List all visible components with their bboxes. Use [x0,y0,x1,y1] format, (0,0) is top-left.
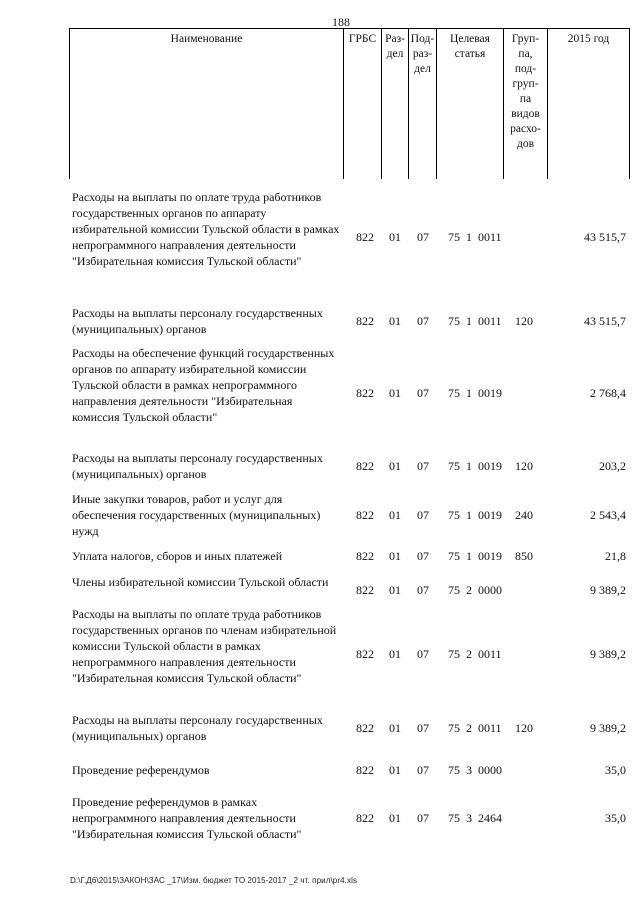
header-razdel: Раз- дел [382,29,409,179]
row-vr: 240 [515,508,533,522]
row-sum: 2 768,4 [590,386,626,400]
row-grbs: 822 [356,508,374,522]
row-tselevaya: 75 1 0011 [448,314,502,328]
row-razdel: 01 [389,230,401,244]
row-sum: 2 543,4 [590,508,626,522]
row-podrazdel: 07 [417,549,429,563]
row-podrazdel: 07 [417,647,429,661]
row-grbs: 822 [356,811,374,825]
row-grbs: 822 [356,314,374,328]
row-razdel: 01 [389,721,401,735]
row-sum: 35,0 [605,763,626,777]
row-podrazdel: 07 [417,230,429,244]
row-grbs: 822 [356,647,374,661]
row-sum: 9 389,2 [590,721,626,735]
row-grbs: 822 [356,459,374,473]
row-tselevaya: 75 2 0000 [448,583,502,597]
header-name: Наименование [70,29,344,179]
row-podrazdel: 07 [417,459,429,473]
row-vr: 850 [515,549,533,563]
row-grbs: 822 [356,386,374,400]
header-grbs: ГРБС [344,29,382,179]
row-tselevaya: 75 1 0011 [448,230,502,244]
row-name: Расходы на обеспечение функций государственных органов по аппарату избирательной комиссии Тульской области в рамках непрограммного направления деятельности "Избирательная комиссия Тульской области" [72,346,335,424]
row-podrazdel: 07 [417,763,429,777]
row-grbs: 822 [356,583,374,597]
row-grbs: 822 [356,721,374,735]
row-razdel: 01 [389,314,401,328]
row-podrazdel: 07 [417,386,429,400]
row-razdel: 01 [389,811,401,825]
row-name: Проведение референдумов [72,763,210,777]
row-grbs: 822 [356,763,374,777]
header-tselevaya-statya: Целевая статья [437,29,504,179]
row-podrazdel: 07 [417,583,429,597]
row-podrazdel: 07 [417,811,429,825]
row-sum: 9 389,2 [590,647,626,661]
row-tselevaya: 75 1 0019 [448,386,502,400]
row-razdel: 01 [389,386,401,400]
file-path-footer: D:\Г.Д6\2015\ЗАКОН\ЗАС _17\Изм. бюджет ТО 2015-2017 _2 чт. прил\pr4.xls [70,876,358,885]
row-name: Расходы на выплаты персоналу государственных (муниципальных) органов [72,713,323,743]
row-name: Расходы на выплаты персоналу государственных (муниципальных) органов [72,306,323,336]
row-tselevaya: 75 1 0019 [448,549,502,563]
row-name: Члены избирательной комиссии Тульской области [72,575,329,589]
row-vr: 120 [515,721,533,735]
row-name: Расходы на выплаты персоналу государственных (муниципальных) органов [72,451,323,481]
row-tselevaya: 75 1 0019 [448,508,502,522]
row-name: Иные закупки товаров, работ и услуг для обеспечения государственных (муниципальных) нужд [72,492,321,538]
row-tselevaya: 75 1 0019 [448,459,502,473]
row-tselevaya: 75 3 2464 [448,811,502,825]
row-tselevaya: 75 2 0011 [448,647,502,661]
table-header [69,28,630,179]
row-name: Проведение референдумов в рамках непрограммного направления деятельности "Избирательная комиссия Тульской области" [72,795,302,841]
row-sum: 21,8 [605,549,626,563]
header-gruppa-vidov: Груп- па, под- груп- па видов расхо- дов [504,29,548,179]
row-podrazdel: 07 [417,721,429,735]
row-razdel: 01 [389,583,401,597]
row-sum: 9 389,2 [590,583,626,597]
row-razdel: 01 [389,647,401,661]
row-podrazdel: 07 [417,508,429,522]
row-name: Уплата налогов, сборов и иных платежей [72,549,283,563]
row-razdel: 01 [389,549,401,563]
row-vr: 120 [515,459,533,473]
row-sum: 35,0 [605,811,626,825]
row-vr: 120 [515,314,533,328]
row-sum: 203,2 [599,459,626,473]
header-podrazdel: Под- раз- дел [409,29,437,179]
row-name: Расходы на выплаты по оплате труда работников государственных органов по членам избирательной комиссии Тульской области в рамках непрограммного направления деятельности "Избирательная комиссия Тульской области" [72,607,337,685]
header-year: 2015 год [548,29,630,179]
row-podrazdel: 07 [417,314,429,328]
row-razdel: 01 [389,508,401,522]
row-sum: 43 515,7 [584,230,626,244]
row-sum: 43 515,7 [584,314,626,328]
row-grbs: 822 [356,549,374,563]
row-razdel: 01 [389,459,401,473]
row-tselevaya: 75 2 0011 [448,721,502,735]
row-grbs: 822 [356,230,374,244]
row-razdel: 01 [389,763,401,777]
row-tselevaya: 75 3 0000 [448,763,502,777]
page-number: 188 [332,15,350,29]
row-name: Расходы на выплаты по оплате труда работников государственных органов по аппарату избирательной комиссии Тульской области в рамках непрограммного направления деятельности "Избирательная комиссия Тульской области" [72,190,340,268]
